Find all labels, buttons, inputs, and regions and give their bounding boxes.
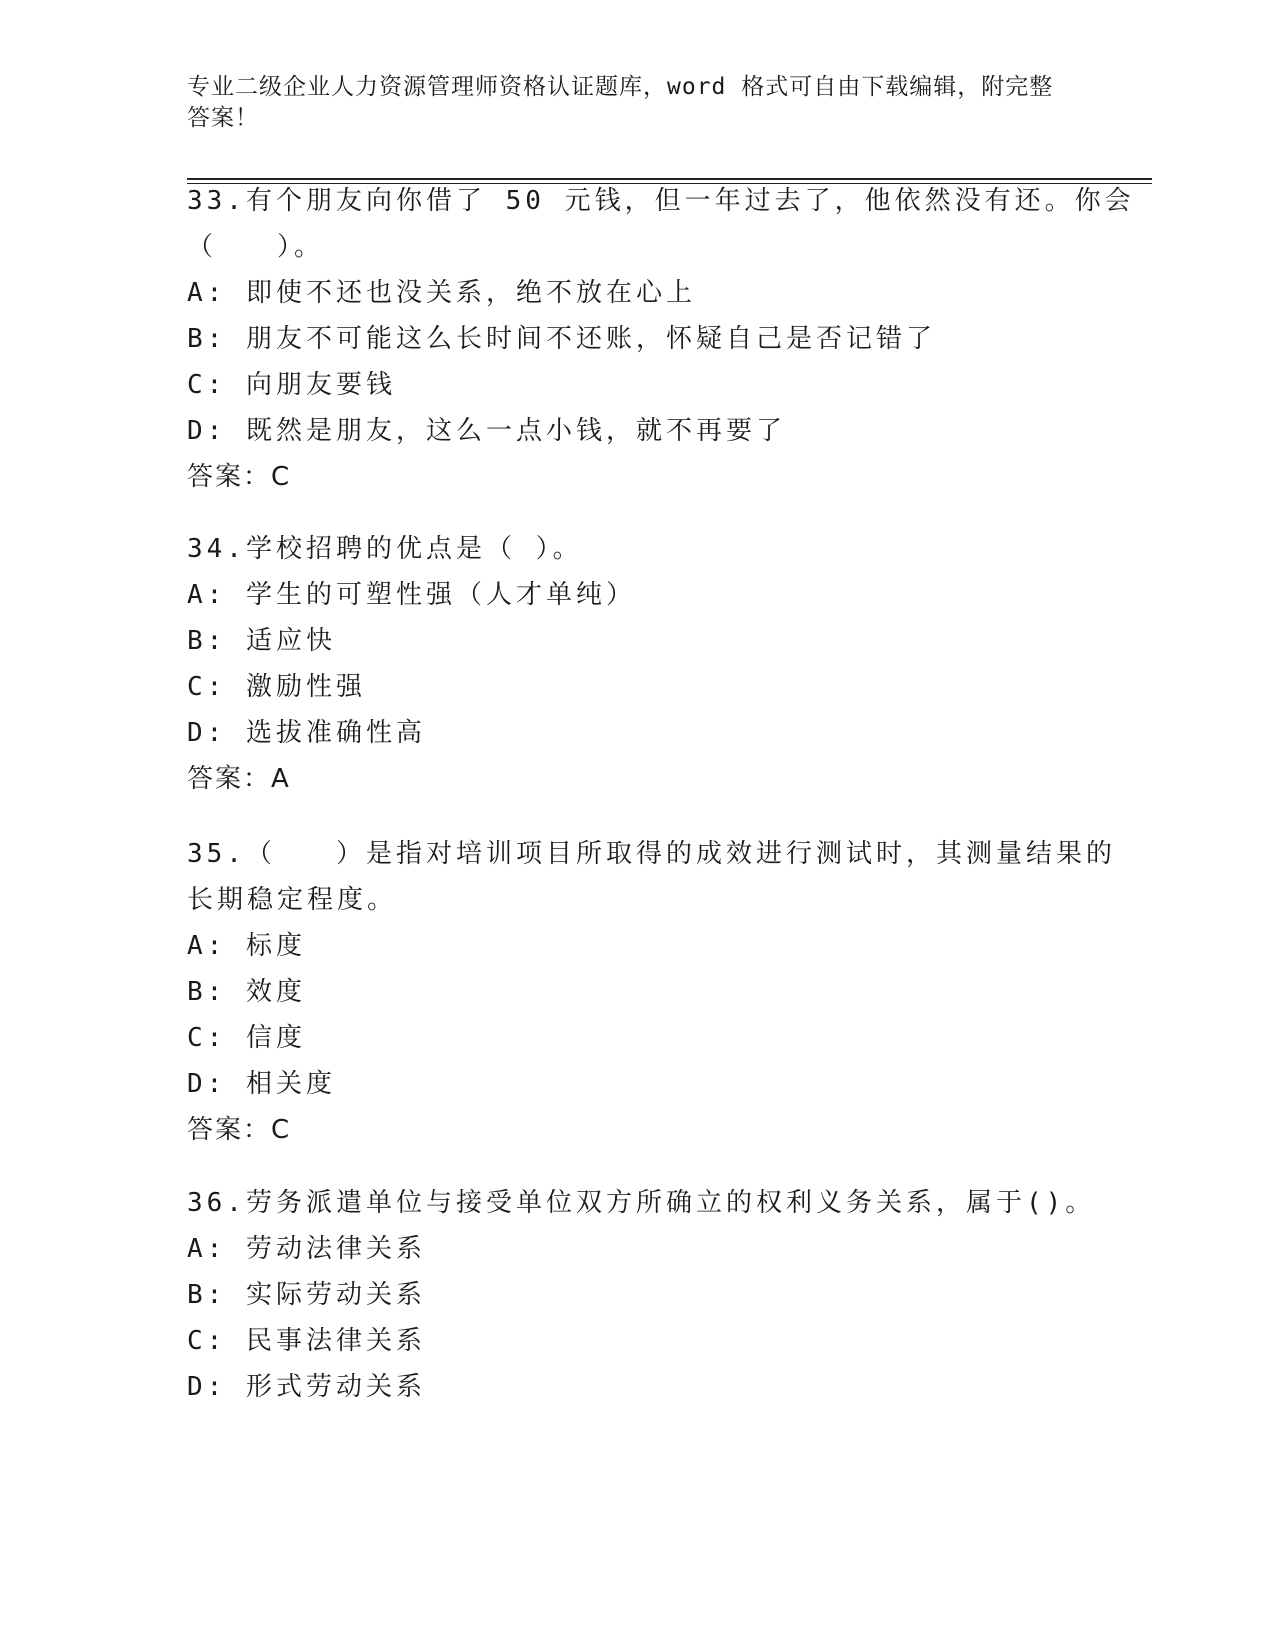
question-stem-continued: （ ）。	[187, 232, 325, 262]
option-d: D: 选拔准确性高	[187, 718, 426, 748]
option-c: C: 向朋友要钱	[187, 370, 396, 400]
option-d: D: 既然是朋友，这么一点小钱，就不再要了	[187, 416, 786, 446]
option-c: C: 激励性强	[187, 672, 366, 702]
answer: 答案：A	[187, 764, 291, 794]
question-36	[187, 1180, 1096, 1410]
option-a: A: 学生的可塑性强（人才单纯）	[187, 580, 636, 610]
option-b: B: 效度	[187, 977, 306, 1007]
option-b: B: 适应快	[187, 626, 336, 656]
option-d: D: 形式劳动关系	[187, 1372, 426, 1402]
option-b: B: 实际劳动关系	[187, 1280, 426, 1310]
document-header	[187, 72, 1077, 134]
question-stem: 34.学校招聘的优点是（ ）。	[187, 534, 583, 564]
option-d: D: 相关度	[187, 1069, 336, 1099]
question-stem: 36.劳务派遣单位与接受单位双方所确立的权利义务关系，属于()。	[187, 1188, 1096, 1218]
header-line-2: 答案！	[187, 105, 259, 131]
option-a: A: 标度	[187, 931, 306, 961]
question-33	[187, 178, 1135, 500]
question-35	[187, 831, 1116, 1153]
question-stem: 33.有个朋友向你借了 50 元钱，但一年过去了，他依然没有还。你会	[187, 186, 1135, 216]
answer: 答案：C	[187, 1115, 292, 1145]
option-c: C: 信度	[187, 1023, 306, 1053]
header-line-1: 专业二级企业人力资源管理师资格认证题库，word 格式可自由下载编辑，附完整	[187, 74, 1054, 100]
option-a: A: 即使不还也没关系，绝不放在心上	[187, 278, 696, 308]
question-stem: 35.（ ）是指对培训项目所取得的成效进行测试时，其测量结果的	[187, 839, 1116, 869]
option-a: A: 劳动法律关系	[187, 1234, 426, 1264]
option-b: B: 朋友不可能这么长时间不还账，怀疑自己是否记错了	[187, 324, 936, 354]
answer: 答案：C	[187, 462, 292, 492]
option-c: C: 民事法律关系	[187, 1326, 426, 1356]
question-34	[187, 526, 1087, 802]
question-stem-continued: 长期稳定程度。	[187, 885, 398, 915]
